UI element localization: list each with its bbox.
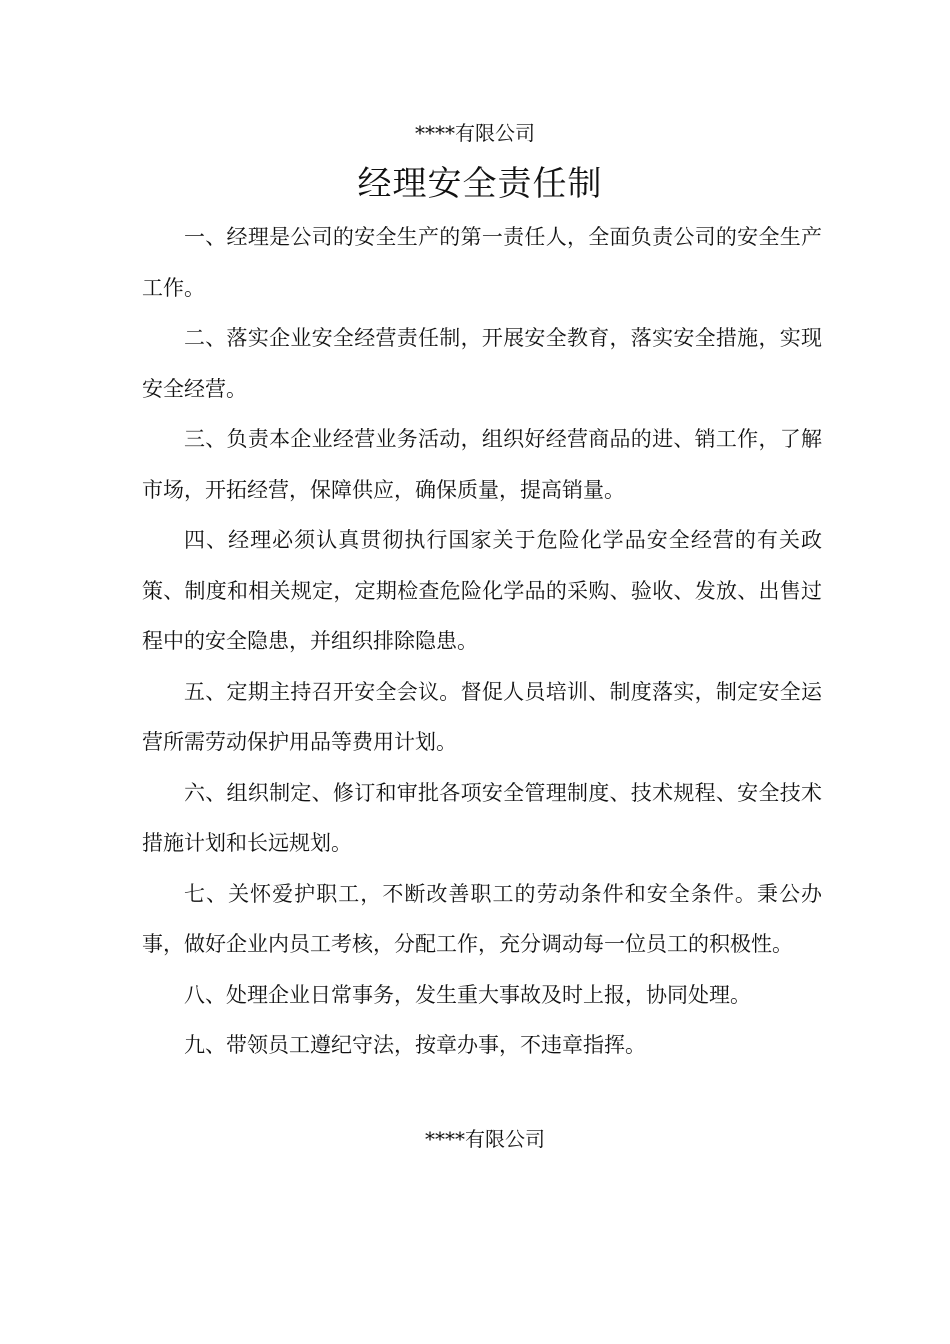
clause-3: 三、负责本企业经营业务活动，组织好经营商品的进、销工作，了解市场，开拓经营，保障供应，确保质量，提高销量。 (142, 427, 822, 502)
clause-6: 六、组织制定、修订和审批各项安全管理制度、技术规程、安全技术措施计划和长远规划。 (142, 780, 822, 855)
clause-2: 二、落实企业安全经营责任制，开展安全教育，落实安全措施，实现安全经营。 (142, 326, 822, 401)
clause-list (142, 212, 822, 1071)
clause-9: 九、带领员工遵纪守法，按章办事，不违章指挥。 (184, 1033, 646, 1057)
clause-1: 一、经理是公司的安全生产的第一责任人，全面负责公司的安全生产工作。 (142, 225, 822, 300)
company-header: ****有限公司 (415, 121, 535, 145)
clause-4: 四、经理必须认真贯彻执行国家关于危险化学品安全经营的有关政策、制度和相关规定，定期检查危险化学品的采购、验收、发放、出售过程中的安全隐患，并组织排除隐患。 (142, 528, 822, 653)
clause-5: 五、定期主持召开安全会议。督促人员培训、制度落实，制定安全运营所需劳动保护用品等费用计划。 (142, 679, 822, 754)
document-title: 经理安全责任制 (357, 164, 603, 204)
company-footer: ****有限公司 (425, 1127, 545, 1151)
clause-8: 八、处理企业日常事务，发生重大事故及时上报，协同处理。 (184, 982, 751, 1007)
clause-7: 七、关怀爱护职工，不断改善职工的劳动条件和安全条件。秉公办事，做好企业内员工考核，分配工作，充分调动每一位员工的积极性。 (142, 881, 822, 956)
